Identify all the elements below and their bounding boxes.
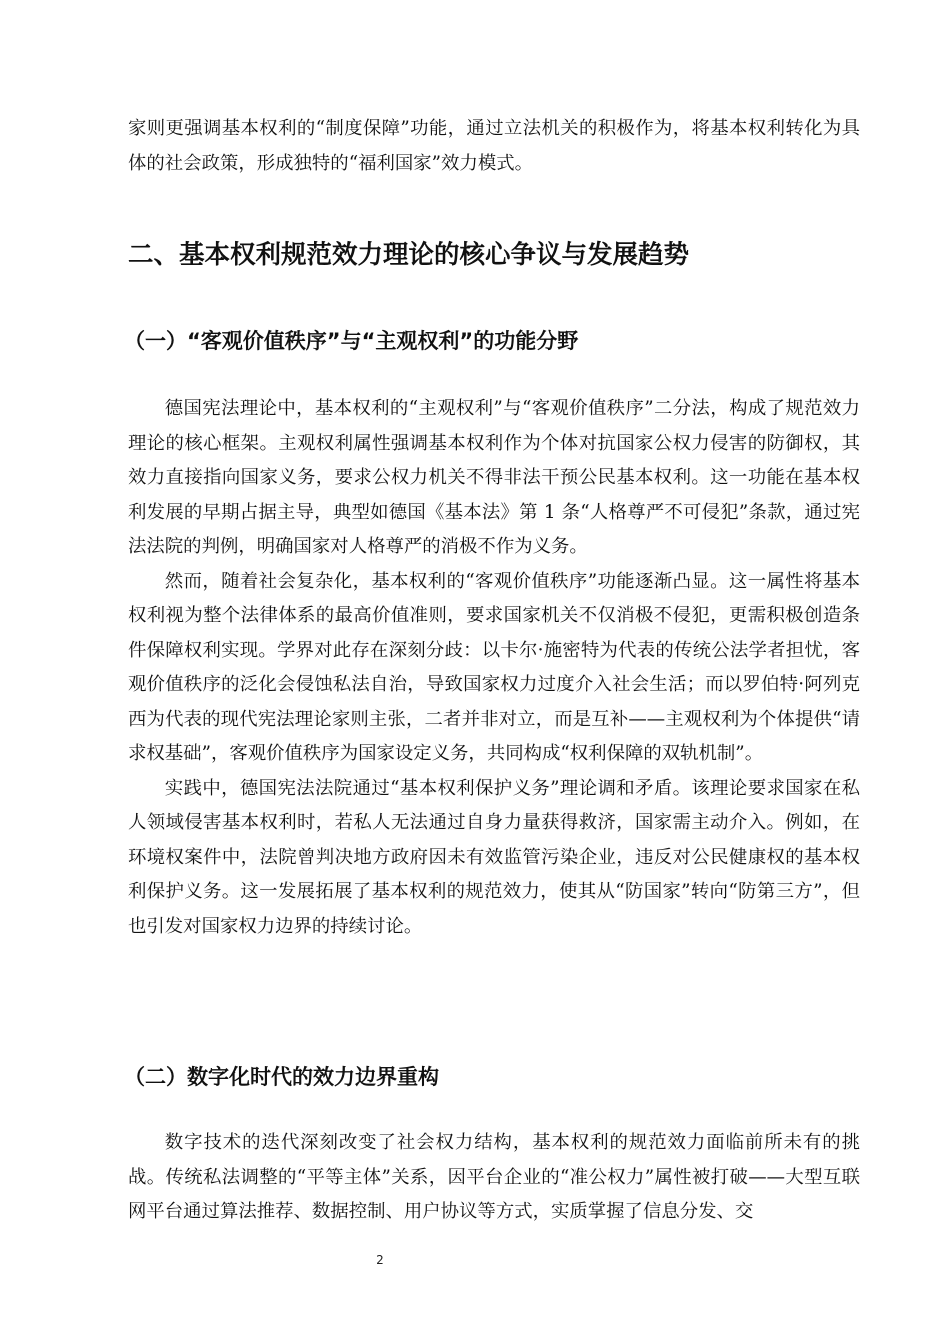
subsection-1-heading: （一）“客观价值秩序”与“主观权利”的功能分野	[124, 329, 579, 353]
subsection-1-body	[128, 392, 860, 944]
body-paragraph: 实践中，德国宪法法院通过“基本权利保护义务”理论调和矛盾。该理论要求国家在私人领域侵害基本权利时，若私人无法通过自身力量获得救济，国家需主动介入。例如，在环境权案件中，法院曾判决地方政府因未有效监管污染企业，违反对公民健康权的基本权利保护义务。这一发展拓展了基本权利的规范效力，使其从“防国家”转向“防第三方”，但也引发对国家权力边界的持续讨论。	[128, 777, 860, 937]
body-paragraph: 然而，随着社会复杂化，基本权利的“客观价值秩序”功能逐渐凸显。这一属性将基本权利视为整个法律体系的最高价值准则，要求国家机关不仅消极不侵犯，更需积极创造条件保障权利实现。学界对此存在深刻分歧：以卡尔·施密特为代表的传统公法学者担忧，客观价值秩序的泛化会侵蚀私法自治，导致国家权力过度介入社会生活；而以罗伯特·阿列克西为代表的现代宪法理论家则主张，二者并非对立，而是互补——主观权利为个体提供“请求权基础”，客观价值秩序为国家设定义务，共同构成“权利保障的双轨机制”。	[128, 570, 860, 764]
subsection-1-heading-block	[124, 326, 860, 356]
page-number: 2	[376, 1253, 384, 1267]
subsection-2-heading-block	[124, 1062, 860, 1092]
subsection-2-body	[128, 1126, 860, 1230]
continuation-paragraph-block	[128, 112, 860, 181]
continuation-paragraph: 家则更强调基本权利的“制度保障”功能，通过立法机关的积极作为，将基本权利转化为具体的社会政策，形成独特的“福利国家”效力模式。	[128, 118, 860, 174]
section-heading: 二、基本权利规范效力理论的核心争议与发展趋势	[128, 240, 690, 270]
body-paragraph: 数字技术的迭代深刻改变了社会权力结构，基本权利的规范效力面临前所未有的挑战。传统私法调整的“平等主体”关系，因平台企业的“准公权力”属性被打破——大型互联网平台通过算法推荐、数据控制、用户协议等方式，实质掌握了信息分发、交	[128, 1132, 860, 1222]
section-heading-block	[128, 238, 860, 272]
subsection-2-heading: （二）数字化时代的效力边界重构	[124, 1065, 439, 1089]
body-paragraph: 德国宪法理论中，基本权利的“主观权利”与“客观价值秩序”二分法，构成了规范效力理论的核心框架。主观权利属性强调基本权利作为个体对抗国家公权力侵害的防御权，其效力直接指向国家义务，要求公权力机关不得非法干预公民基本权利。这一功能在基本权利发展的早期占据主导，典型如德国《基本法》第 1 条“人格尊严不可侵犯”条款，通过宪法法院的判例，明确国家对人格尊严的消极不作为义务。	[128, 398, 860, 557]
